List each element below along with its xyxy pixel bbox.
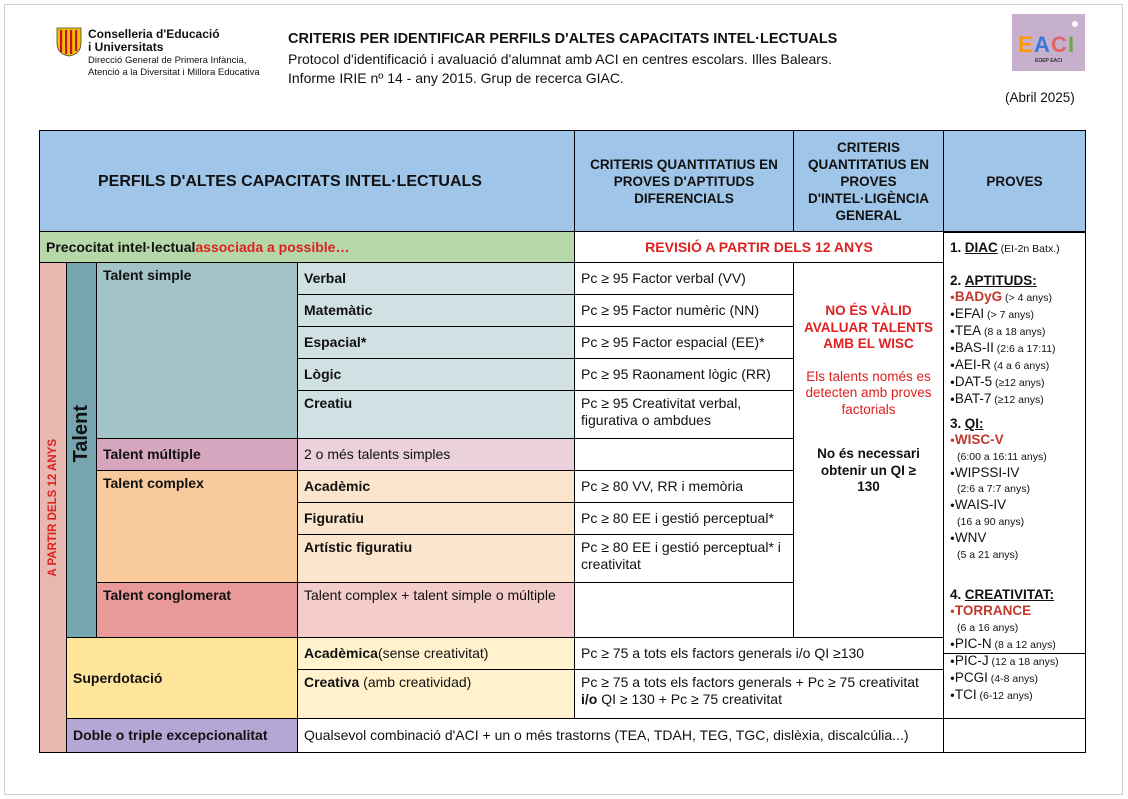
header-perfils: PERFILS D'ALTES CAPACITATS INTEL·LECTUALS (39, 130, 575, 232)
talent-conglomerat-label: Talent conglomerat (96, 582, 298, 638)
bullet-icon: ● (950, 394, 955, 404)
document-date: (Abril 2025) (1005, 90, 1075, 105)
talent-simple-criteri: Pc ≥ 95 Factor numèric (NN) (574, 294, 794, 327)
qi-note-warning: NO ÉS VÀLID AVALUAR TALENTS AMB EL WISC (804, 303, 933, 351)
proves-diac: DIAC (964, 240, 998, 255)
proves-item-name: PIC-N (954, 635, 992, 651)
talent-complex-criteri: Pc ≥ 80 EE i gestió perceptual* (574, 502, 794, 535)
header-intelligencia: CRITERIS QUANTITATIUS EN PROVES D'INTEL·LIGÈNCIA GENERAL (793, 130, 944, 232)
proves-item (950, 432, 1079, 449)
svg-text:E: E (1018, 32, 1033, 57)
svg-text:C: C (1051, 32, 1067, 57)
proves-item-name: TORRANCE (954, 602, 1032, 618)
header-proves: PROVES (943, 130, 1086, 232)
proves-item (950, 374, 1079, 391)
svg-text:A: A (1034, 32, 1050, 57)
proves-item-name: PCGI (954, 669, 988, 685)
bullet-icon: ● (950, 435, 955, 445)
document-subtitle-1: Protocol d'identificació i avaluació d'alumnat amb ACI en centres escolars. Illes Balears. (288, 51, 832, 67)
proves-item (950, 323, 1079, 340)
proves-item-range: (4-8 anys) (987, 672, 1039, 685)
talent-multiple-label: Talent múltiple (96, 438, 298, 471)
proves-item-range: (6:00 a 16:11 anys) (957, 450, 1047, 463)
bullet-icon: ● (950, 690, 955, 700)
talent-simple-row: Espacial* (297, 326, 575, 359)
qi-list (950, 432, 1079, 563)
superdotacio-label: Superdotació (66, 637, 298, 719)
eaci-logo-subtext: EOEP EACI (1035, 58, 1063, 64)
side-label: A PARTIR DELS 12 ANYS (46, 438, 59, 577)
proves-item-name: WIPSSI-IV (954, 464, 1020, 480)
document-title: CRITERIS PER IDENTIFICAR PERFILS D'ALTES CAPACITATS INTEL·LECTUALS (288, 31, 838, 47)
talent-simple-row: Verbal (297, 262, 575, 295)
proves-item-range: (2:6 a 7:7 anys) (957, 483, 1030, 496)
proves-item (950, 530, 1079, 547)
proves-item (950, 306, 1079, 323)
aptituds-list (950, 289, 1079, 408)
proves-item (950, 465, 1079, 482)
proves-item (950, 391, 1079, 408)
proves-item-range: (6-12 anys) (976, 689, 1033, 702)
direccio-general: Direcció General de Primera Infància, Atenció a la Diversitat i Millora Educativa (88, 55, 260, 78)
proves-item-name: BADyG (954, 289, 1003, 304)
proves-item-range: (≥12 anys) (991, 394, 1044, 406)
svg-text:I: I (1068, 32, 1075, 57)
talent-complex-label: Talent complex (96, 470, 298, 583)
qi-note-factorials: Els talents només es detecten amb proves factorials (805, 368, 932, 417)
superdotacio-academica: Acadèmica (sense creativitat) (297, 637, 575, 670)
talent-simple-criteri: Pc ≥ 95 Raonament lògic (RR) (574, 358, 794, 391)
talent-simple-row: Lògic (297, 358, 575, 391)
proves-item-name: EFAI (954, 306, 985, 321)
proves-item-range: (> 7 anys) (984, 309, 1035, 321)
talent-simple-label: Talent simple (96, 262, 298, 439)
proves-item-name: DAT-5 (954, 374, 993, 389)
superdotacio-creativa-criteri: Pc ≥ 75 a tots els factors generals + Pc ≥ 75 creativitat i/o QI ≥ 130 + Pc ≥ 75 creativitat (574, 669, 944, 719)
proves-item-range: (16 a 90 anys) (957, 516, 1025, 529)
proves-item-range: (4 a 6 anys) (990, 360, 1050, 372)
proves-item-range: (2:6 a 17:11) (993, 343, 1056, 355)
qi-note-necessari: No és necessari obtenir un QI ≥ 130 (817, 446, 920, 494)
proves-col-extension (943, 653, 1086, 719)
bullet-icon: ● (950, 673, 955, 683)
proves-item-name: WAIS-IV (954, 497, 1007, 513)
doble-label: Doble o triple excepcionalitat (66, 718, 298, 753)
talent-complex-row: Acadèmic (297, 470, 575, 503)
empty-cell (574, 438, 794, 471)
header-aptituds: CRITERIS QUANTITATIUS EN PROVES D'APTITUDS DIFERENCIALS (574, 130, 794, 232)
bullet-icon: ● (950, 656, 955, 666)
eaci-logo (1012, 14, 1085, 71)
proves-item-name: TEA (954, 323, 982, 338)
proves-item (950, 289, 1079, 306)
bullet-icon: ● (950, 309, 955, 319)
bullet-icon: ● (950, 533, 955, 543)
talent-simple-criteri: Pc ≥ 95 Creativitat verbal, figurativa o ambdues (574, 390, 794, 439)
proves-item-name: PIC-J (954, 652, 989, 668)
bullet-icon: ● (950, 501, 955, 511)
talent-complex-criteri: Pc ≥ 80 EE i gestió perceptual* i creativitat (574, 534, 794, 583)
bullet-icon: ● (950, 292, 955, 302)
document-subtitle-2: Informe IRIE nº 14 - any 2015. Grup de recerca GIAC. (288, 70, 624, 86)
superdotacio-academica-criteri: Pc ≥ 75 a tots els factors generals i/o QI ≥130 (574, 637, 944, 670)
proves-item-range: (> 4 anys) (1002, 292, 1053, 304)
precocitat-criteri: REVISIÓ A PARTIR DELS 12 ANYS (574, 231, 944, 263)
proves-item-name: TCI (954, 686, 977, 702)
proves-item-range: (8 a 18 anys) (981, 326, 1046, 338)
talent-complex-criteri: Pc ≥ 80 VV, RR i memòria (574, 470, 794, 503)
bullet-icon: ● (950, 639, 955, 649)
bullet-icon: ● (950, 606, 955, 616)
proves-item (950, 340, 1079, 357)
talent-simple-criteri: Pc ≥ 95 Factor espacial (EE)* (574, 326, 794, 359)
proves-item (950, 636, 1079, 653)
proves-item-name: BAS-II (954, 340, 994, 355)
doble-desc: Qualsevol combinació d'ACI + un o més trastorns (TEA, TDAH, TEG, TGC, dislèxia, discalcúlia...) (297, 718, 944, 753)
proves-item-range: (12 a 18 anys) (988, 655, 1059, 668)
proves-item (950, 497, 1079, 514)
talent-complex-row: Figuratiu (297, 502, 575, 535)
empty-cell (574, 582, 794, 638)
proves-item-range: (5 a 21 anys) (957, 548, 1019, 561)
precocitat-label: Precocitat intel·lectual associada a possible… (39, 231, 575, 263)
bullet-icon: ● (950, 360, 955, 370)
talent-simple-row: Matemàtic (297, 294, 575, 327)
proves-item-name: WISC-V (954, 432, 1004, 447)
coat-of-arms-icon (56, 27, 82, 57)
talent-complex-row: Artístic figuratiu (297, 534, 575, 583)
side-label-cell (39, 262, 67, 753)
proves-item-name: WNV (954, 530, 987, 546)
talent-group-label: Talent (70, 405, 92, 463)
bullet-icon: ● (950, 468, 955, 478)
bullet-icon: ● (950, 326, 955, 336)
proves-item (950, 603, 1079, 620)
proves-item-name: AEI-R (954, 357, 991, 372)
proves-item-range: (6 a 16 anys) (957, 621, 1019, 634)
talent-simple-row: Creatiu (297, 390, 575, 439)
proves-list: 1. DIAC (EI-2n Batx.) 2. APTITUDS: ●BADyG (> 4 anys) ●EFAI (> 7 anys) ●TEA (8 a 18 anys) ●BAS-II (2:6 a 17:11) ●AEI-R (4 a 6 anys) ●DAT-5 (≥12 anys) ●BAT-7 (≥12 anys) 3. QI: ●WISC-V (6:00 a 16:11 anys) ●WIPSSI-IV (2:6 a 7:7 anys) ●WAIS-IV (16 a 90 anys) ●WNV (5 a 21 anys) 4. CREATIVITAT: ●TORRANCE (6 a 16 anys) ●PIC-N (8 a 12 anys) ●PIC-J (12 a 18 anys) ●PCGI (4-8 anys) ●TCI (6-12 anys) (943, 232, 1086, 654)
qi-note-cell (793, 262, 944, 638)
proves-item-name: BAT-7 (954, 391, 992, 406)
bullet-icon: ● (950, 377, 955, 387)
proves-item (950, 357, 1079, 374)
talent-multiple-desc: 2 o més talents simples (297, 438, 575, 471)
superdotacio-creativa: Creativa (amb creatividad) (297, 669, 575, 719)
proves-item-range: (≥12 anys) (992, 377, 1045, 389)
proves-item-range: (8 a 12 anys) (991, 638, 1056, 651)
talent-conglomerat-desc: Talent complex + talent simple o múltiple (297, 582, 575, 638)
bullet-icon: ● (950, 343, 955, 353)
talent-group-cell (66, 262, 97, 638)
empty-cell (943, 718, 1086, 753)
talent-simple-criteri: Pc ≥ 95 Factor verbal (VV) (574, 262, 794, 295)
institution-name: Conselleria d'Educació i Universitats (88, 27, 220, 54)
